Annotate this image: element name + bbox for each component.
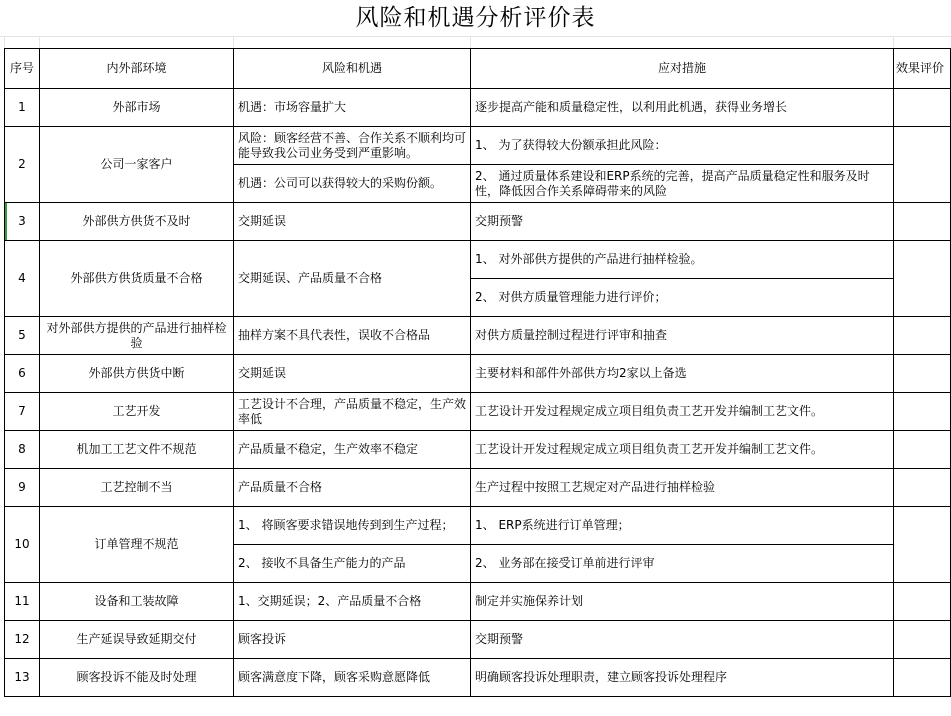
cell-no[interactable]: 8	[5, 431, 40, 469]
col-gridline	[893, 36, 894, 48]
table-row	[5, 203, 951, 241]
cell-risk[interactable]: 2、 接收不具备生产能力的产品	[234, 545, 471, 583]
table-row	[5, 583, 951, 621]
cell-measure[interactable]: 1、 对外部供方提供的产品进行抽样检验。	[471, 241, 894, 279]
cell-no[interactable]: 9	[5, 469, 40, 507]
cell-environment[interactable]: 顾客投诉不能及时处理	[40, 659, 234, 697]
cell-evaluation[interactable]	[894, 203, 951, 241]
cell-measure[interactable]: 对供方质量控制过程进行评审和抽查	[471, 317, 894, 355]
cell-measure[interactable]: 生产过程中按照工艺规定对产品进行抽样检验	[471, 469, 894, 507]
header-environment[interactable]: 内外部环境	[40, 49, 234, 89]
header-evaluation[interactable]: 效果评价	[894, 49, 951, 89]
cell-measure[interactable]: 交期预警	[471, 203, 894, 241]
cell-no[interactable]: 3	[5, 203, 40, 241]
table-row	[5, 469, 951, 507]
col-gridline	[4, 36, 5, 48]
cell-no[interactable]: 6	[5, 355, 40, 393]
table-row	[5, 659, 951, 697]
cell-evaluation[interactable]	[894, 431, 951, 469]
table-row	[5, 431, 951, 469]
cell-measure[interactable]: 工艺设计开发过程规定成立项目组负责工艺开发并编制工艺文件。	[471, 393, 894, 431]
cell-evaluation[interactable]	[894, 583, 951, 621]
cell-measure[interactable]: 2、 通过质量体系建设和ERP系统的完善，提高产品质量稳定性和服务及时性，降低因合作关系障碍带来的风险	[471, 165, 894, 203]
table-row	[5, 355, 951, 393]
row-gridline	[0, 36, 951, 37]
cell-environment[interactable]: 机加工工艺文件不规范	[40, 431, 234, 469]
cell-no[interactable]: 10	[5, 507, 40, 583]
cell-evaluation[interactable]	[894, 241, 951, 317]
cell-measure[interactable]: 2、 业务部在接受订单前进行评审	[471, 545, 894, 583]
header-no[interactable]: 序号	[5, 49, 40, 89]
cell-measure[interactable]: 1、 为了获得较大份额承担此风险：	[471, 127, 894, 165]
cell-evaluation[interactable]	[894, 507, 951, 583]
cell-risk[interactable]: 交期延误	[234, 203, 471, 241]
cell-risk[interactable]: 顾客投诉	[234, 621, 471, 659]
cell-environment[interactable]: 外部供方供货质量不合格	[40, 241, 234, 317]
cell-no[interactable]: 5	[5, 317, 40, 355]
cell-no[interactable]: 12	[5, 621, 40, 659]
cell-no[interactable]: 11	[5, 583, 40, 621]
cell-no[interactable]: 1	[5, 89, 40, 127]
cell-risk[interactable]: 产品质量不合格	[234, 469, 471, 507]
table-row	[5, 317, 951, 355]
cell-risk[interactable]: 机遇：市场容量扩大	[234, 89, 471, 127]
cell-risk[interactable]: 顾客满意度下降，顾客采购意愿降低	[234, 659, 471, 697]
table-row	[5, 507, 951, 545]
cell-evaluation[interactable]	[894, 469, 951, 507]
cell-environment[interactable]: 对外部供方提供的产品进行抽样检验	[40, 317, 234, 355]
cell-risk[interactable]: 风险：顾客经营不善、合作关系不顺利均可能导致我公司业务受到严重影响。	[234, 127, 471, 165]
cell-measure[interactable]: 工艺设计开发过程规定成立项目组负责工艺开发并编制工艺文件。	[471, 431, 894, 469]
cell-environment[interactable]: 设备和工装故障	[40, 583, 234, 621]
cell-environment[interactable]: 外部供方供货中断	[40, 355, 234, 393]
cell-risk[interactable]: 交期延误	[234, 355, 471, 393]
cell-evaluation[interactable]	[894, 659, 951, 697]
cell-evaluation[interactable]	[894, 393, 951, 431]
cell-no[interactable]: 7	[5, 393, 40, 431]
cell-no[interactable]: 2	[5, 127, 40, 203]
cell-environment[interactable]: 工艺开发	[40, 393, 234, 431]
cell-risk[interactable]: 产品质量不稳定，生产效率不稳定	[234, 431, 471, 469]
cell-environment[interactable]: 公司一家客户	[40, 127, 234, 203]
cell-measure[interactable]: 逐步提高产能和质量稳定性，以利用此机遇，获得业务增长	[471, 89, 894, 127]
cell-measure[interactable]: 2、 对供方质量管理能力进行评价；	[471, 279, 894, 317]
cell-risk[interactable]: 1、 将顾客要求错误地传到到生产过程；	[234, 507, 471, 545]
cell-environment[interactable]: 生产延误导致延期交付	[40, 621, 234, 659]
col-gridline	[39, 36, 40, 48]
cell-environment[interactable]: 外部市场	[40, 89, 234, 127]
cell-evaluation[interactable]	[894, 317, 951, 355]
sheet-title[interactable]: 风险和机遇分析评价表	[355, 5, 596, 31]
header-measure[interactable]: 应对措施	[471, 49, 894, 89]
cell-measure[interactable]: 制定并实施保养计划	[471, 583, 894, 621]
table-row	[5, 89, 951, 127]
col-gridline	[233, 36, 234, 48]
risk-table	[4, 48, 951, 697]
cell-risk[interactable]: 抽样方案不具代表性，误收不合格品	[234, 317, 471, 355]
cell-evaluation[interactable]	[894, 127, 951, 203]
cell-evaluation[interactable]	[894, 89, 951, 127]
cell-no[interactable]: 13	[5, 659, 40, 697]
cell-risk[interactable]: 机遇：公司可以获得较大的采购份额。	[234, 165, 471, 203]
cell-risk[interactable]: 工艺设计不合理，产品质量不稳定，生产效率低	[234, 393, 471, 431]
header-row	[5, 49, 951, 89]
header-risk[interactable]: 风险和机遇	[234, 49, 471, 89]
cell-measure[interactable]: 主要材料和部件外部供方均2家以上备选	[471, 355, 894, 393]
table-row	[5, 241, 951, 279]
cell-environment[interactable]: 订单管理不规范	[40, 507, 234, 583]
cell-evaluation[interactable]	[894, 621, 951, 659]
cell-measure[interactable]: 1、 ERP系统进行订单管理；	[471, 507, 894, 545]
table-row	[5, 127, 951, 165]
cell-evaluation[interactable]	[894, 355, 951, 393]
cell-risk[interactable]: 交期延误、产品质量不合格	[234, 241, 471, 317]
cell-environment[interactable]: 工艺控制不当	[40, 469, 234, 507]
cell-environment[interactable]: 外部供方供货不及时	[40, 203, 234, 241]
table-row	[5, 393, 951, 431]
cell-measure[interactable]: 明确顾客投诉处理职责，建立顾客投诉处理程序	[471, 659, 894, 697]
cell-measure[interactable]: 交期预警	[471, 621, 894, 659]
col-gridline	[470, 36, 471, 48]
cell-risk[interactable]: 1、交期延误；2、产品质量不合格	[234, 583, 471, 621]
table-row	[5, 621, 951, 659]
cell-no[interactable]: 4	[5, 241, 40, 317]
